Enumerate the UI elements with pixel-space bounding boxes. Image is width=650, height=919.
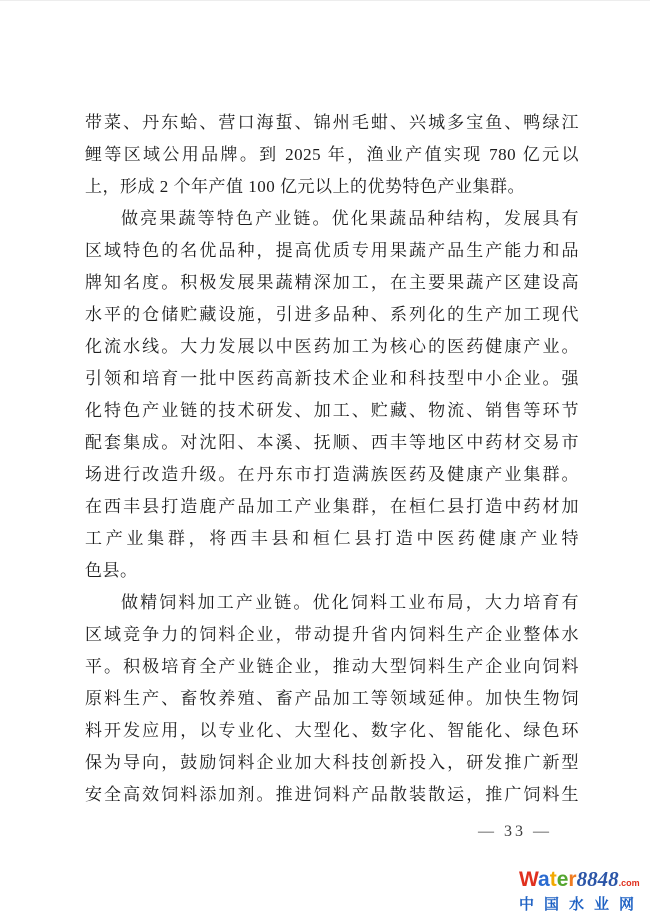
logo-letter-w: W [519,868,539,891]
text-line: 牌知名度。积极发展果蔬精深加工，在主要果蔬产区建设高 [85,273,579,292]
text-line: 平。积极培育全产业链企业，推动大型饲料生产企业向饲料 [85,657,579,676]
paragraph-fruit-vegetable-chain [85,203,579,587]
logo-letter-t: t [549,868,557,891]
water8848-logo [519,867,649,895]
text-line: 场进行改造升级。在丹东市打造满族医药及健康产业集群。 [85,465,579,484]
logo-letter-a: a [538,868,550,891]
text-line: 保为导向，鼓励饲料企业加大科技创新投入，研发推广新型 [85,753,579,772]
logo-letter-r: r [568,868,577,891]
page-number: — 33 — [478,823,552,840]
text-line: 工产业集群，将西丰县和桓仁县打造中医药健康产业特 [85,529,579,548]
logo-domain-suffix: .com [618,878,640,888]
paragraph-feed-processing-chain [85,587,579,811]
text-line: 做亮果蔬等特色产业链。优化果蔬品种结构，发展具有 [121,209,579,228]
text-line: 区域特色的名优品种，提高优质专用果蔬产品生产能力和品 [85,241,579,260]
text-line: 上，形成 2 个年产值 100 亿元以上的优势特色产业集群。 [85,177,525,196]
text-line: 化流水线。大力发展以中医药加工为核心的医药健康产业。 [85,337,579,356]
text-line: 引领和培育一批中医药高新技术企业和科技型中小企业。强 [85,369,579,388]
text-line: 区域竞争力的饲料企业，带动提升省内饲料生产企业整体水 [85,625,579,644]
logo-number: 8848 [576,867,619,891]
water8848-watermark [519,867,649,913]
text-line: 在西丰县打造鹿产品加工产业集群，在桓仁县打造中药材加 [85,497,579,516]
paragraph-fishery [85,107,579,203]
text-line: 水平的仓储贮藏设施，引进多品种、系列化的生产加工现代 [85,305,579,324]
text-line: 配套集成。对沈阳、本溪、抚顺、西丰等地区中药材交易市 [85,433,579,452]
logo-letter-e: e [556,868,569,891]
text-line: 色县。 [85,561,138,580]
text-line: 化特色产业链的技术研发、加工、贮藏、物流、销售等环节 [85,401,579,420]
document-body [85,107,579,811]
text-line: 料开发应用，以专业化、大型化、数字化、智能化、绿色环 [85,721,579,740]
text-line: 做精饲料加工产业链。优化饲料工业布局，大力培育有 [121,593,579,612]
logo-subtitle: 中国水业网 [519,896,645,913]
text-line: 带菜、丹东蛤、营口海蜇、锦州毛蚶、兴城多宝鱼、鸭绿江 [85,113,579,132]
text-line: 鲤等区域公用品牌。到 2025 年，渔业产值实现 780 亿元以 [85,145,579,164]
text-line: 原料生产、畜牧养殖、畜产品加工等领域延伸。加快生物饲 [85,689,579,708]
text-line: 安全高效饲料添加剂。推进饲料产品散装散运，推广饲料生 [85,785,579,804]
